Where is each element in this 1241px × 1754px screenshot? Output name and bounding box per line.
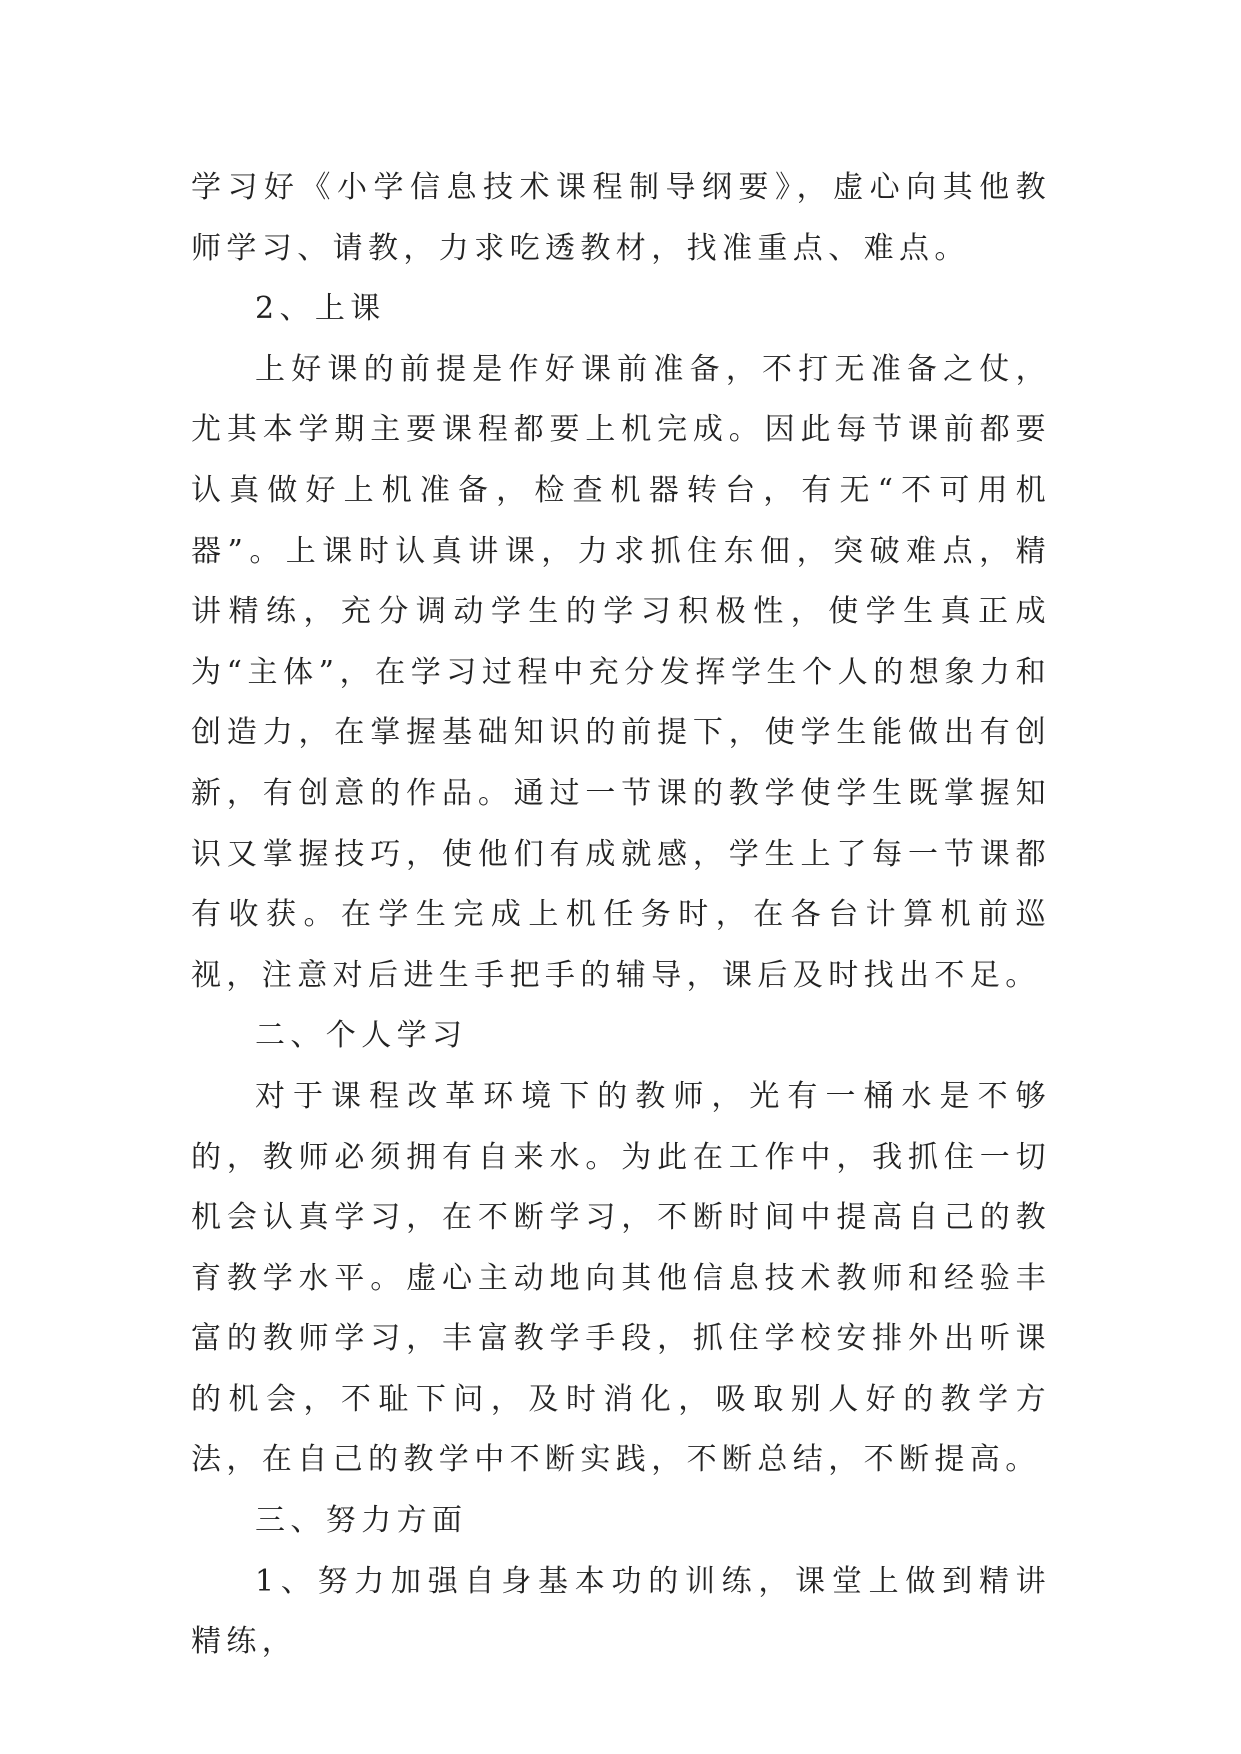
heading-effort-areas: 三、努力方面 bbox=[255, 1503, 468, 1539]
heading-personal-study: 二、个人学习 bbox=[255, 1018, 468, 1054]
paragraph-study-outline: 学习好《小学信息技术课程制导纲要》，虚心向其他教师学习、请教，力求吃透教材，找准重点、难点。 bbox=[191, 170, 1051, 266]
paragraph-class-teaching: 上好课的前提是作好课前准备，不打无准备之仗，尤其本学期主要课程都要上机完成。因此每节课前都要认真做好上机准备，检查机器转台，有无“不可用机器”。上课时认真讲课，力求抓住东佃，突破难点，精讲精练，充分调动学生的学习积极性，使学生真正成为“主体”，在学习过程中充分发挥学生个人的想象力和创造力，在掌握基础知识的前提下，使学生能做出有创新，有创意的作品。通过一节课的教学使学生既掌握知识又掌握技巧，使他们有成就感，学生上了每一节课都有收获。在学生完成上机任务时，在各台计算机前巡视，注意对后进生手把手的辅导，课后及时找出不足。 bbox=[191, 351, 1051, 993]
paragraph-effort-1: 1、努力加强自身基本功的训练，课堂上做到精讲精练， bbox=[191, 1563, 1051, 1660]
paragraph-personal-study: 对于课程改革环境下的教师，光有一桶水是不够的，教师必须拥有自来水。为此在工作中，我抓住一切机会认真学习，在不断学习，不断时间中提高自己的教育教学水平。虚心主动地向其他信息技术教师和经验丰富的教师学习，丰富教学手段，抓住学校安排外出听课的机会，不耻下问，及时消化，吸取别人好的教学方法，在自己的教学中不断实践，不断总结，不断提高。 bbox=[191, 1078, 1051, 1478]
heading-2-class: 2、上课 bbox=[255, 291, 386, 327]
document-body bbox=[191, 158, 1051, 1673]
